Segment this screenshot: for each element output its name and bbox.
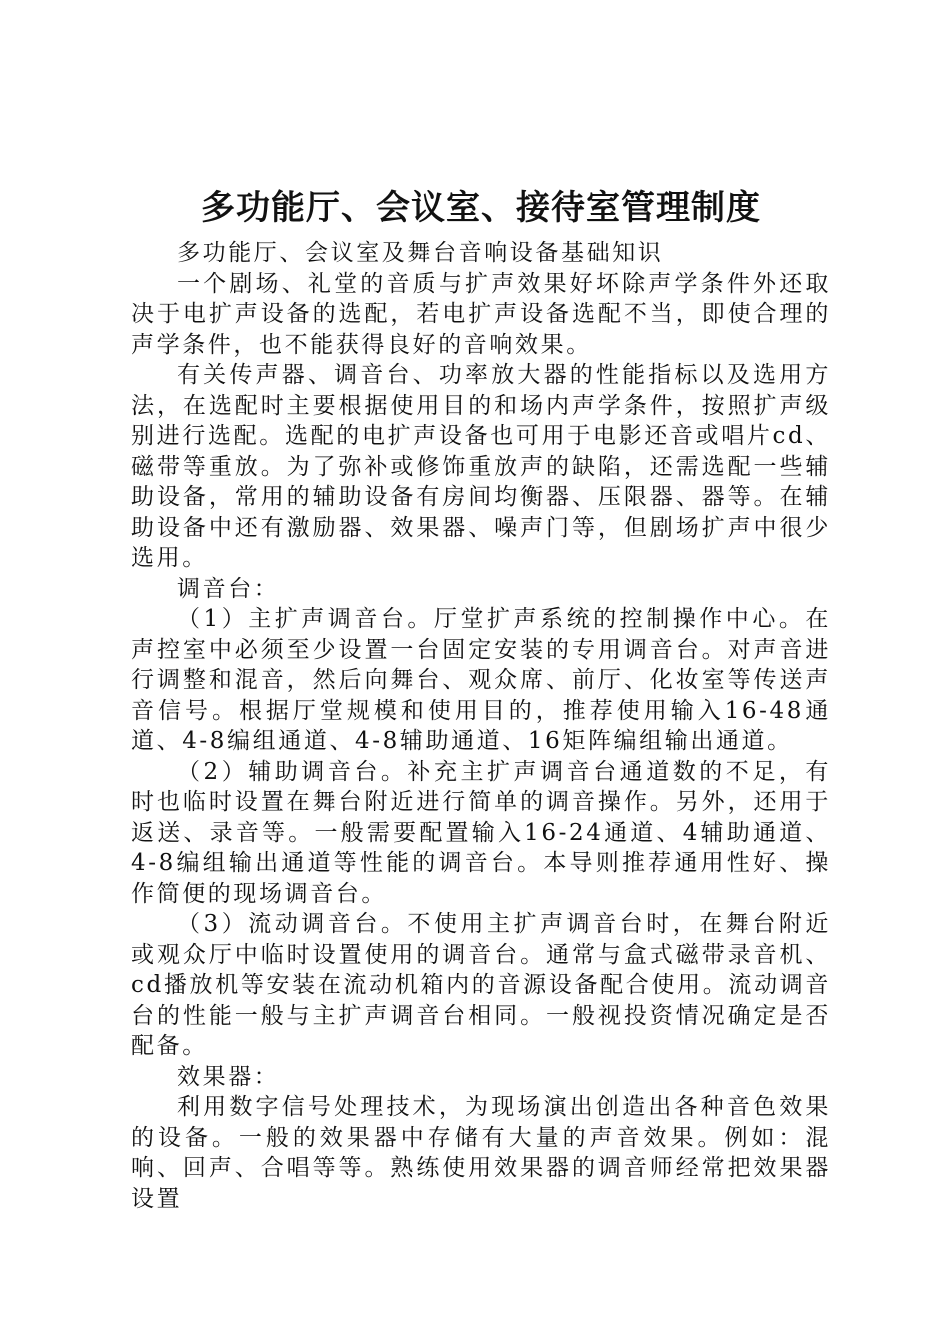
- document-title: 多功能厅、会议室、接待室管理制度: [201, 188, 761, 228]
- intro-paragraph: 一个剧场、礼堂的音质与扩声效果好坏除声学条件外还取决于电扩声设备的选配，若电扩声设备选配不当，即使合理的声学条件，也不能获得良好的音响效果。: [131, 270, 831, 358]
- main-mixer-paragraph: （1）主扩声调音台。厅堂扩声系统的控制操作中心。在声控室中必须至少设置一台固定安装的专用调音台。对声音进行调整和混音，然后向舞台、观众席、前厅、化妆室等传送声音信号。根据厅堂规模和使用目的，推荐使用输入16-48通道、4-8编组通道、4-8辅助通道、16矩阵编组输出通道。: [131, 606, 831, 754]
- effects-heading: 效果器：: [177, 1063, 280, 1090]
- document-page: [131, 184, 831, 1214]
- effects-paragraph: 利用数字信号处理技术，为现场演出创造出各种音色效果的设备。一般的效果器中存储有大量的声音效果。例如：混响、回声、合唱等等。熟练使用效果器的调音师经常把效果器设置: [131, 1094, 831, 1212]
- mobile-mixer-paragraph: （3）流动调音台。不使用主扩声调音台时，在舞台附近或观众厅中临时设置使用的调音台。通常与盒式磁带录音机、cd播放机等安装在流动机箱内的音源设备配合使用。流动调音台的性能一般与主扩声调音台相同。一般视投资情况确定是否配备。: [131, 911, 831, 1059]
- mixer-heading: 调音台：: [177, 575, 280, 602]
- equipment-paragraph: 有关传声器、调音台、功率放大器的性能指标以及选用方法，在选配时主要根据使用目的和场内声学条件，按照扩声级别进行选配。选配的电扩声设备也可用于电影还音或唱片cd、磁带等重放。为了弥补或修饰重放声的缺陷，还需选配一些辅助设备，常用的辅助设备有房间均衡器、压限器、器等。在辅助设备中还有激励器、效果器、噪声门等，但剧场扩声中很少选用。: [131, 362, 831, 571]
- aux-mixer-paragraph: （2）辅助调音台。补充主扩声调音台通道数的不足，有时也临时设置在舞台附近进行简单的调音操作。另外，还用于返送、录音等。一般需要配置输入16-24通道、4辅助通道、4-8编组输出通道等性能的调音台。本导则推荐通用性好、操作简便的现场调音台。: [131, 758, 831, 907]
- subtitle-paragraph: 多功能厅、会议室及舞台音响设备基础知识: [177, 240, 664, 266]
